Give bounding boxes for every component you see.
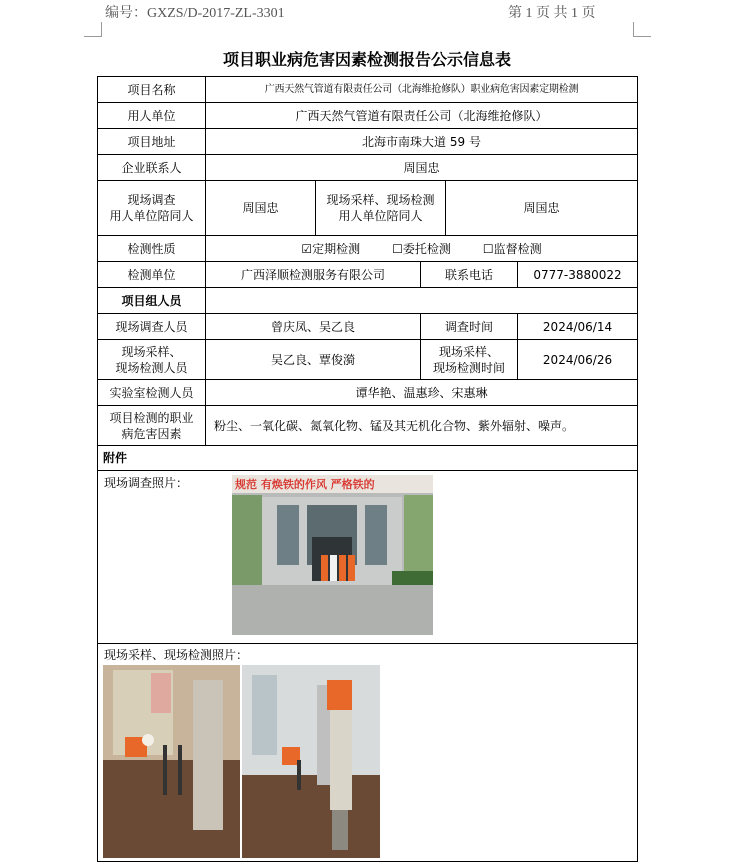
sampling-staff-value: 吴乙良、覃俊漪: [206, 340, 421, 380]
row-project-name: [98, 77, 638, 103]
sampling-photo-2: [242, 665, 380, 858]
contact-label: 企业联系人: [98, 155, 206, 181]
employer-label: 用人单位: [98, 103, 206, 129]
nature-option-label: 定期检测: [312, 241, 361, 256]
survey-photo-caption: 现场调查照片：: [104, 476, 189, 490]
sampling-escort-label: 现场采样、现场检测 用人单位陪同人: [316, 181, 446, 236]
crop-mark-top-left: [84, 22, 102, 37]
row-contact: [98, 155, 638, 181]
factors-value: 粉尘、一氧化碳、氮氧化物、锰及其无机化合物、紫外辐射、噪声。: [206, 406, 638, 446]
nature-option[interactable]: [483, 241, 542, 257]
nature-options: [206, 236, 638, 262]
team-label: 项目组人员: [98, 288, 206, 314]
sampling-staff-label: 现场采样、 现场检测人员: [98, 340, 206, 380]
survey-escort-value: 周国忠: [206, 181, 316, 236]
building-scene-icon: [232, 475, 433, 635]
row-sampling-staff: [98, 340, 638, 380]
survey-time-value: 2024/06/14: [518, 314, 638, 340]
sampling-photo-caption: 现场采样、现场检测照片：: [104, 648, 249, 662]
checkbox-unchecked-icon[interactable]: ☐: [482, 241, 494, 256]
phone-label: 联系电话: [421, 262, 518, 288]
nature-option-label: 监督检测: [493, 241, 542, 256]
project-name-label: 项目名称: [98, 77, 206, 103]
nature-option-label: 委托检测: [402, 241, 451, 256]
sampling-time-label: 现场采样、 现场检测时间: [421, 340, 518, 380]
lab-staff-value: 谭华艳、温惠珍、宋惠琳: [206, 380, 638, 406]
sampling-time-value: 2024/06/26: [518, 340, 638, 380]
crop-mark-top-right: [633, 22, 651, 37]
row-team: [98, 288, 638, 314]
lab-unit-value: 广西泽顺检测服务有限公司: [206, 262, 421, 288]
row-sampling-photo: [98, 644, 638, 862]
survey-staff-value: 曾庆凤、吴乙良: [206, 314, 421, 340]
row-lab-staff: [98, 380, 638, 406]
employer-value: 广西天然气管道有限责任公司（北海维抢修队）: [206, 103, 638, 129]
row-nature: [98, 236, 638, 262]
lab-staff-label: 实验室检测人员: [98, 380, 206, 406]
sampling-escort-value: 周国忠: [446, 181, 638, 236]
row-factors: [98, 406, 638, 446]
contact-value: 周国忠: [206, 155, 638, 181]
sampling-photo-cell: [98, 644, 638, 862]
nature-option[interactable]: [392, 241, 451, 257]
address-value: 北海市南珠大道 59 号: [206, 129, 638, 155]
page-title: 项目职业病危害因素检测报告公示信息表: [222, 50, 511, 69]
row-escorts: [98, 181, 638, 236]
survey-time-label: 调查时间: [421, 314, 518, 340]
row-attachment: [98, 446, 638, 471]
page-count: 第 1 页 共 1 页: [508, 6, 596, 21]
address-label: 项目地址: [98, 129, 206, 155]
factors-label: 项目检测的职业 病危害因素: [98, 406, 206, 446]
nature-label: 检测性质: [98, 236, 206, 262]
row-lab-unit: [98, 262, 638, 288]
survey-escort-label: 现场调查 用人单位陪同人: [98, 181, 206, 236]
sampling-scene-icon: [242, 665, 380, 858]
lab-unit-label: 检测单位: [98, 262, 206, 288]
document-code: 编号：GXZS/D-2017-ZL-3301: [105, 6, 285, 21]
checkbox-checked-icon[interactable]: ☑: [301, 241, 313, 256]
checkbox-unchecked-icon[interactable]: ☐: [392, 241, 403, 256]
survey-staff-label: 现场调查人员: [98, 314, 206, 340]
survey-photo: [232, 475, 433, 635]
team-empty: [206, 288, 638, 314]
sampling-photo-1: [103, 665, 240, 858]
row-address: [98, 129, 638, 155]
welding-scene-icon: [103, 665, 240, 858]
row-employer: [98, 103, 638, 129]
nature-option[interactable]: [301, 241, 360, 257]
row-survey-photo: [98, 471, 638, 644]
banner-text: 规范 有焕铁的作风 严格铁的: [235, 478, 375, 491]
phone-value: 0777-3880022: [518, 262, 638, 288]
project-name-value: 广西天然气管道有限责任公司（北海维抢修队）职业病危害因素定期检测: [206, 77, 638, 103]
info-table: [97, 76, 638, 862]
attachment-label: 附件: [98, 446, 638, 471]
row-survey-staff: [98, 314, 638, 340]
survey-photo-cell: [98, 471, 638, 644]
